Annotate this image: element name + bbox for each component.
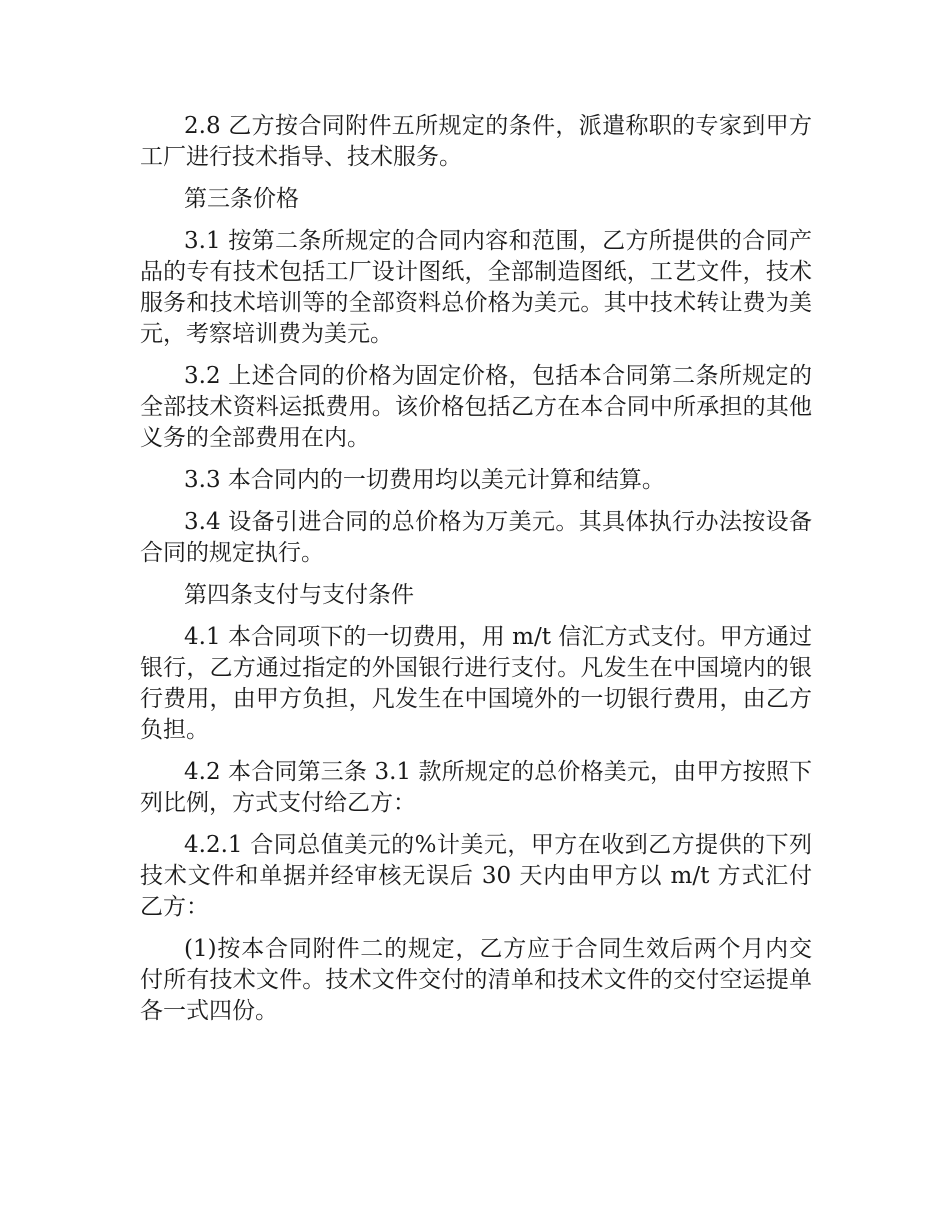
clause-4-1: 4.1 本合同项下的一切费用，用 m/t 信汇方式支付。甲方通过银行，乙方通过指定的外国银行进行支付。凡发生在中国境内的银行费用，由甲方负担，凡发生在中国境外的一切银行费用，由乙方负担。 (140, 624, 812, 743)
clause-3-2: 3.2 上述合同的价格为固定价格，包括本合同第二条所规定的全部技术资料运抵费用。该价格包括乙方在本合同中所承担的其他义务的全部费用在内。 (140, 363, 812, 451)
article-3-heading: 第三条价格 (184, 186, 299, 212)
clause-4-2-1: 4.2.1 合同总值美元的%计美元，甲方在收到乙方提供的下列技术文件和单据并经审核无误后 30 天内由甲方以 m/t 方式汇付乙方： (140, 832, 812, 920)
clause-2-8: 2.8 乙方按合同附件五所规定的条件，派遣称职的专家到甲方工厂进行技术指导、技术服务。 (140, 113, 812, 170)
clause-3-1: 3.1 按第二条所规定的合同内容和范围，乙方所提供的合同产品的专有技术包括工厂设计图纸，全部制造图纸，工艺文件，技术服务和技术培训等的全部资料总价格为美元。其中技术转让费为美元，考察培训费为美元。 (140, 228, 812, 347)
clause-4-2: 4.2 本合同第三条 3.1 款所规定的总价格美元，由甲方按照下列比例，方式支付给乙方： (140, 759, 812, 816)
article-4-heading: 第四条支付与支付条件 (184, 582, 414, 608)
clause-3-4: 3.4 设备引进合同的总价格为万美元。其具体执行办法按设备合同的规定执行。 (140, 509, 812, 566)
document-body (140, 111, 812, 1038)
clause-3-3: 3.3 本合同内的一切费用均以美元计算和结算。 (184, 467, 665, 493)
item-1: (1)按本合同附件二的规定，乙方应于合同生效后两个月内交付所有技术文件。技术文件交付的清单和技术文件的交付空运提单各一式四份。 (140, 936, 812, 1024)
